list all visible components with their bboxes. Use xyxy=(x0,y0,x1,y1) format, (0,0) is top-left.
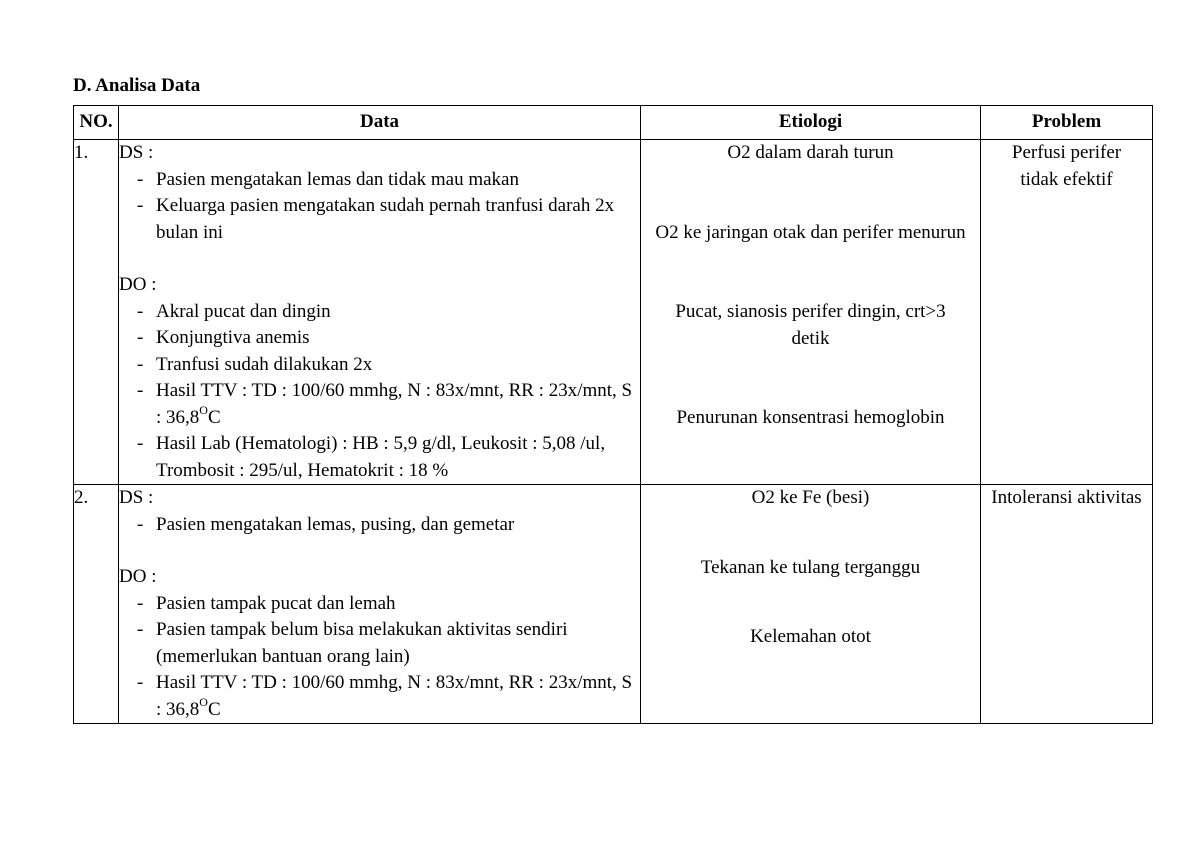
list-item: - Hasil TTV : TD : 100/60 mmhg, N : 83x/mnt, RR : 23x/mnt, S : $36,8^OC$ xyxy=(137,672,633,720)
list-item: - Pasien tampak belum bisa melakukan aktivitas sendiri (memerlukan bantuan orang lain) xyxy=(137,619,568,667)
etiologi-item: O2 ke jaringan otak dan perifer menurun xyxy=(655,221,966,243)
etiologi-item: Penurunan konsentrasi hemoglobin xyxy=(676,407,945,428)
list-item: - Pasien tampak pucat dan lemah xyxy=(137,592,396,614)
etiologi-item: Kelemahan otot xyxy=(750,626,871,647)
ds-list xyxy=(119,512,640,539)
do-list xyxy=(119,299,640,485)
etiologi-item: Pucat, sianosis perifer dingin, crt>3 detik xyxy=(675,301,946,349)
ds-list xyxy=(119,167,640,247)
list-item: - Pasien mengatakan lemas, pusing, dan gemetar xyxy=(137,513,515,535)
list-item: - Konjungtiva anemis xyxy=(137,327,310,348)
table-row xyxy=(74,140,1153,485)
ds-label: DS : xyxy=(119,142,154,163)
list-item: - Hasil TTV : TD : 100/60 mmhg, N : 83x/mnt, RR : 23x/mnt, S : $36,8^OC$ xyxy=(137,380,633,428)
list-item: - Pasien mengatakan lemas dan tidak mau makan xyxy=(137,168,519,190)
data-cell xyxy=(119,140,641,485)
table-row xyxy=(74,485,1153,724)
header-problem: Problem xyxy=(981,106,1153,140)
etiologi-cell xyxy=(641,485,981,724)
etiologi-item: O2 ke Fe (besi) xyxy=(751,487,870,508)
page-title: D. Analisa Data xyxy=(73,75,201,96)
etiologi-item: Tekanan ke tulang terganggu xyxy=(700,556,921,578)
row-number: 2. xyxy=(74,485,119,724)
list-item: - Keluarga pasien mengatakan sudah pernah tranfusi darah 2x bulan ini xyxy=(137,195,615,243)
list-item: - Akral pucat dan dingin xyxy=(137,300,331,322)
etiologi-cell xyxy=(641,140,981,485)
do-label: DO : xyxy=(119,566,157,587)
header-etiologi: Etiologi xyxy=(641,106,981,140)
do-label: DO : xyxy=(119,274,157,295)
header-no: NO. xyxy=(74,106,119,140)
ds-label: DS : xyxy=(119,487,154,508)
header-data: Data xyxy=(119,106,641,140)
data-cell xyxy=(119,485,641,724)
list-item: - Hasil Lab (Hematologi) : HB : 5,9 g/dl, Leukosit : 5,08 /ul, Trombosit : 295/ul, Hematokrit : 18 % xyxy=(137,433,606,481)
analysis-table xyxy=(73,105,1153,724)
problem-cell: Intoleransi aktivitas xyxy=(981,485,1153,724)
etiologi-item: O2 dalam darah turun xyxy=(727,142,894,163)
row-number: 1. xyxy=(74,140,119,485)
do-list xyxy=(119,591,640,724)
table-header-row xyxy=(74,106,1153,140)
list-item: - Tranfusi sudah dilakukan 2x xyxy=(137,353,373,375)
problem-cell: Perfusi perifer tidak efektif xyxy=(981,140,1153,485)
